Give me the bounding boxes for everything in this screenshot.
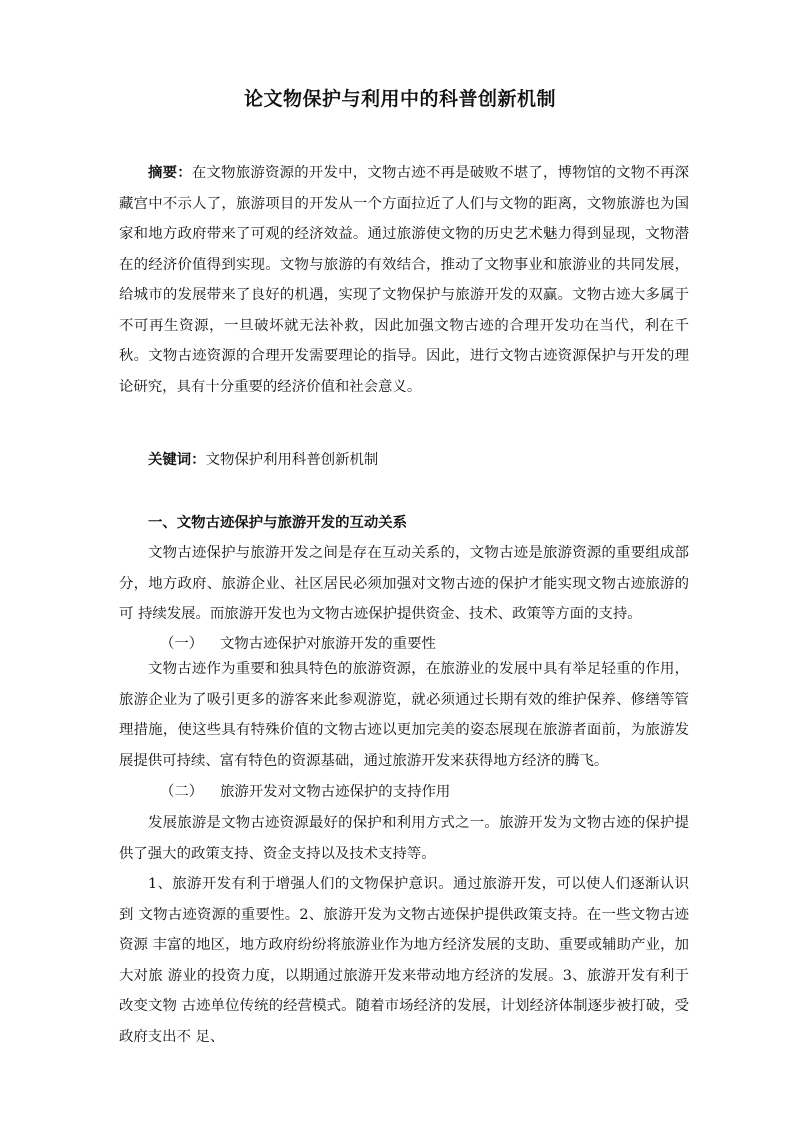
subsection-1-body xyxy=(119,654,689,776)
subsection-2-paragraph-1: 发展旅游是文物古迹资源最好的保护和利用方式之一。旅游开发为文物古迹的保护提供了强大的政策支持、资金支持以及技术支持等。 xyxy=(119,815,689,862)
subsection-2-title: 旅游开发对文物古迹保护的支持作用 xyxy=(220,784,451,800)
keywords-text: 文物保护利用科普创新机制 xyxy=(205,452,379,468)
subsection-2-paragraph-2: 1、旅游开发有利于增强人们的文物保护意识。通过旅游开发，可以使人们逐渐认识到 文物古迹资源的重要性。2、旅游开发为文物古迹保护提供政策支持。在一些文物古迹资源 丰富的地区，地方政府纷纷将旅游业作为地方经济发展的支助、重要或辅助产业，加大对旅 游业的投资力度，以期通过旅游开发来带动地方经济的发展。3、旅游开发有利于改变文物 古迹单位传统的经营模式。随着市场经济的发展，计划经济体制逐步被打破，受政府支出不 足、 xyxy=(119,876,689,1045)
subsection-2-body-1 xyxy=(119,808,689,869)
section-intro xyxy=(119,538,689,630)
abstract-text: 在文物旅游资源的开发中，文物古迹不再是破败不堪了，博物馆的文物不再深藏宫中不示人了，旅游项目的开发从一个方面拉近了人们与文物的距离，文物旅游也为国家和地方政府带来了可观的经济效益。通过旅游使文物的历史艺术魅力得到显现，文物潜在的经济价值得到实现。文物与旅游的有效结合，推动了文物事业和旅游业的共同发展，给城市的发展带来了良好的机遇，实现了文物保护与旅游开发的双赢。文物古迹大多属于不可再生资源，一旦破坏就无法补救，因此加强文物古迹的合理开发功在当代，利在千秋。文物古迹资源的合理开发需要理论的指导。因此，进行文物古迹资源保护与开发的理论研究，具有十分重要的经济价值和社会意义。 xyxy=(119,165,689,395)
abstract-paragraph xyxy=(119,158,689,402)
page-title: 论文物保护与利用中的科普创新机制 xyxy=(243,88,556,110)
keywords-label: 关键词： xyxy=(148,452,206,468)
subsection-2-body-2 xyxy=(119,869,689,1052)
subsection-2-heading xyxy=(160,777,450,807)
section-heading: 一、文物古迹保护与旅游开发的互动关系 xyxy=(148,515,408,531)
subsection-1-number: （一） xyxy=(160,636,204,652)
subsection-1-paragraph: 文物古迹作为重要和独具特色的旅游资源，在旅游业的发展中具有举足轻重的作用，旅游企业为了吸引更多的游客来此参观游览，就必须通过长期有效的维护保养、修缮等管理措施，使这些具有特殊价值的文物古迹以更加完美的姿态展现在旅游者面前，为旅游发展提供可持续、富有特色的资源基础，通过旅游开发来获得地方经济的腾飞。 xyxy=(119,661,689,769)
subsection-2-number: （二） xyxy=(160,784,204,800)
abstract-label: 摘要： xyxy=(148,165,192,181)
subsection-1-title: 文物古迹保护对旅游开发的重要性 xyxy=(220,636,436,652)
keywords-line xyxy=(148,445,378,475)
section-intro-paragraph: 文物古迹保护与旅游开发之间是存在互动关系的，文物古迹是旅游资源的重要组成部 分，地方政府、旅游企业、社区居民必须加强对文物古迹的保护才能实现文物古迹旅游的可 持续发展。而旅游开发也为文物古迹保护提供资金、技术、政策等方面的支持。 xyxy=(119,545,689,622)
abstract-section xyxy=(119,158,689,402)
